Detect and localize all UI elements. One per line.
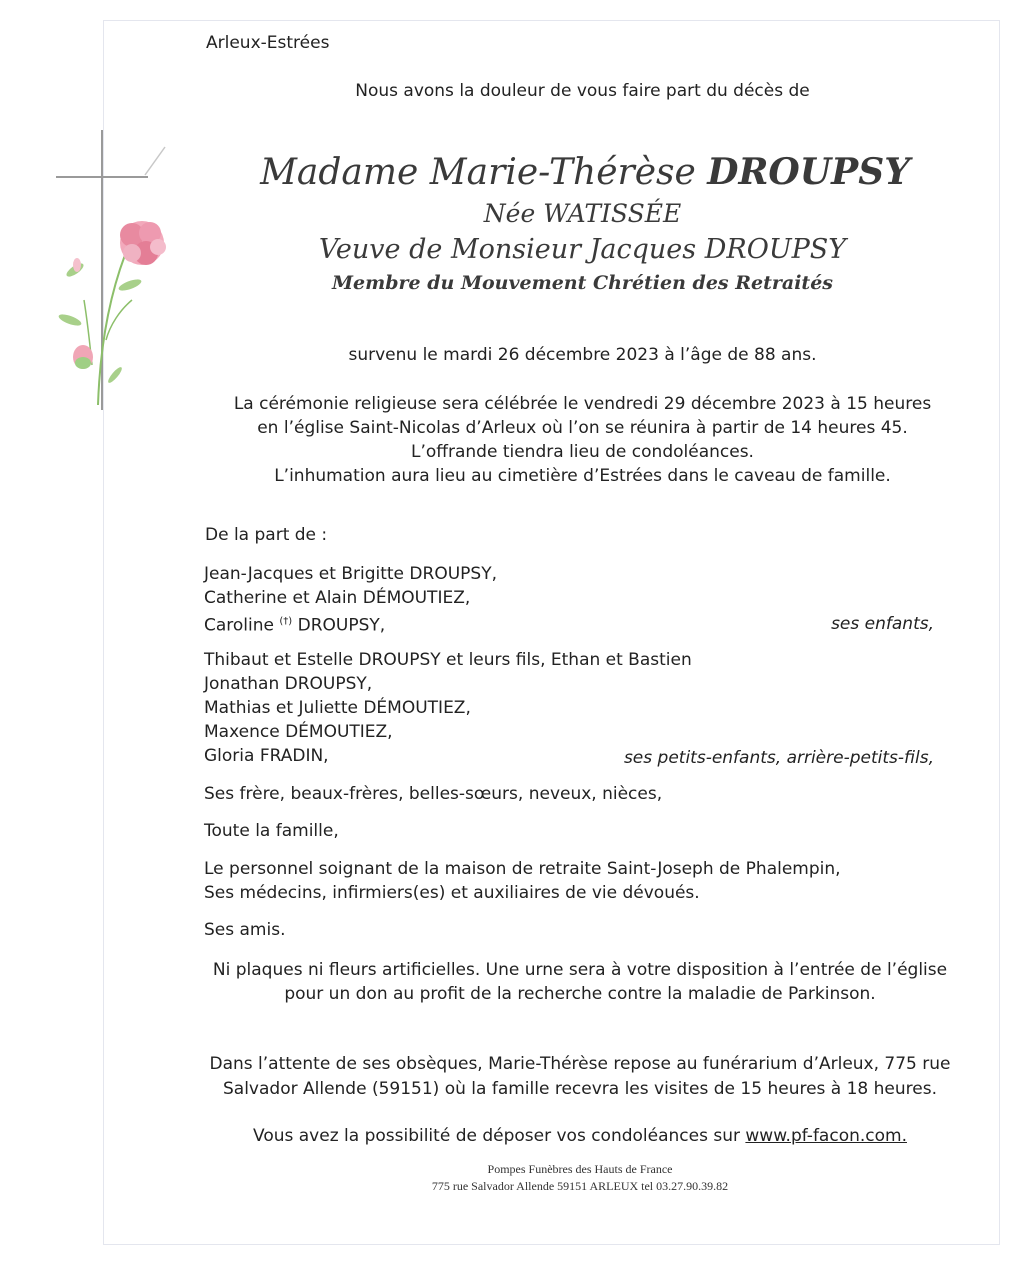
intro-line: Nous avons la douleur de vous faire part du décès de [355,81,810,101]
death-line: survenu le mardi 26 décembre 2023 à l’âge de 88 ans. [348,345,817,365]
grandchild-5: Gloria FRADIN, [204,746,329,766]
children-role: ses enfants, [831,614,934,634]
footer-address: 775 rue Salvador Allende 59151 ARLEUX tel 03.27.90.39.82 [431,1179,729,1193]
staff-line-2: Ses médecins, infirmiers(es) et auxiliaires de vie dévoués. [204,883,700,903]
ceremony-line-2: en l’église Saint-Nicolas d’Arleux où l’on se réunira à partir de 14 heures 45. [257,418,908,438]
child-3 [204,611,385,637]
flowers-note-2: pour un don au profit de la recherche contre la maladie de Parkinson. [284,984,876,1004]
grandchildren-role: ses petits-enfants, arrière-petits-fils, [623,748,934,768]
footer-company: Pompes Funèbres des Hauts de France [487,1162,673,1176]
condolences-link[interactable]: www.pf-facon.com. [745,1126,907,1146]
cross-with-carnation-icon [50,125,175,415]
child-3-surname: DROUPSY, [297,615,386,636]
deceased-name [215,148,955,197]
ceremony-line-3: L’offrande tiendra lieu de condoléances. [411,442,754,462]
funerarium-note-2: Salvador Allende (59151) où la famille recevra les visites de 15 heures à 18 heures. [223,1079,937,1099]
nee-name: WATISSÉE [543,199,682,228]
surname: DROUPSY [707,151,910,193]
grandchild-1: Thibaut et Estelle DROUPSY et leurs fils, Ethan et Bastien [204,650,692,670]
ceremony-line-1: La cérémonie religieuse sera célébrée le vendredi 29 décembre 2023 à 15 heures [233,394,932,414]
ceremony-line-4: L’inhumation aura lieu au cimetière d’Estrées dans le caveau de famille. [274,466,891,486]
flowers-note-1: Ni plaques ni fleurs artificielles. Une urne sera à votre disposition à l’entrée de l’église [212,960,948,980]
grandchild-3: Mathias et Juliette DÉMOUTIEZ, [204,698,471,718]
funerarium-note-1: Dans l’attente de ses obsèques, Marie-Thérèse repose au funérarium d’Arleux, 775 rue [209,1054,951,1074]
member-of: Membre du Mouvement Chrétien des Retraités [332,272,833,294]
all-family-line: Toute la famille, [204,821,339,841]
grandchild-4: Maxence DÉMOUTIEZ, [204,722,393,742]
maiden-name [300,198,865,230]
child-1: Jean-Jacques et Brigitte DROUPSY, [204,564,497,584]
nee-label: Née [483,199,536,228]
deceased-mark: (†) [279,616,293,627]
siblings-line: Ses frère, beaux-frères, belles-sœurs, neveux, nièces, [204,784,663,804]
location-label: Arleux-Estrées [206,33,330,53]
condolences-line [180,1125,980,1147]
from-label: De la part de : [205,525,328,545]
child-3-name: Caroline [204,615,274,636]
grandchild-2: Jonathan DROUPSY, [204,674,373,694]
widow-of: Veuve de Monsieur Jacques DROUPSY [318,234,847,265]
condolences-text: Vous avez la possibilité de déposer vos condoléances sur [253,1126,740,1146]
child-2: Catherine et Alain DÉMOUTIEZ, [204,588,471,608]
staff-line-1: Le personnel soignant de la maison de retraite Saint-Joseph de Phalempin, [204,859,841,879]
friends-line: Ses amis. [204,920,286,940]
name-prefix: Madame Marie-Thérèse [260,152,696,193]
